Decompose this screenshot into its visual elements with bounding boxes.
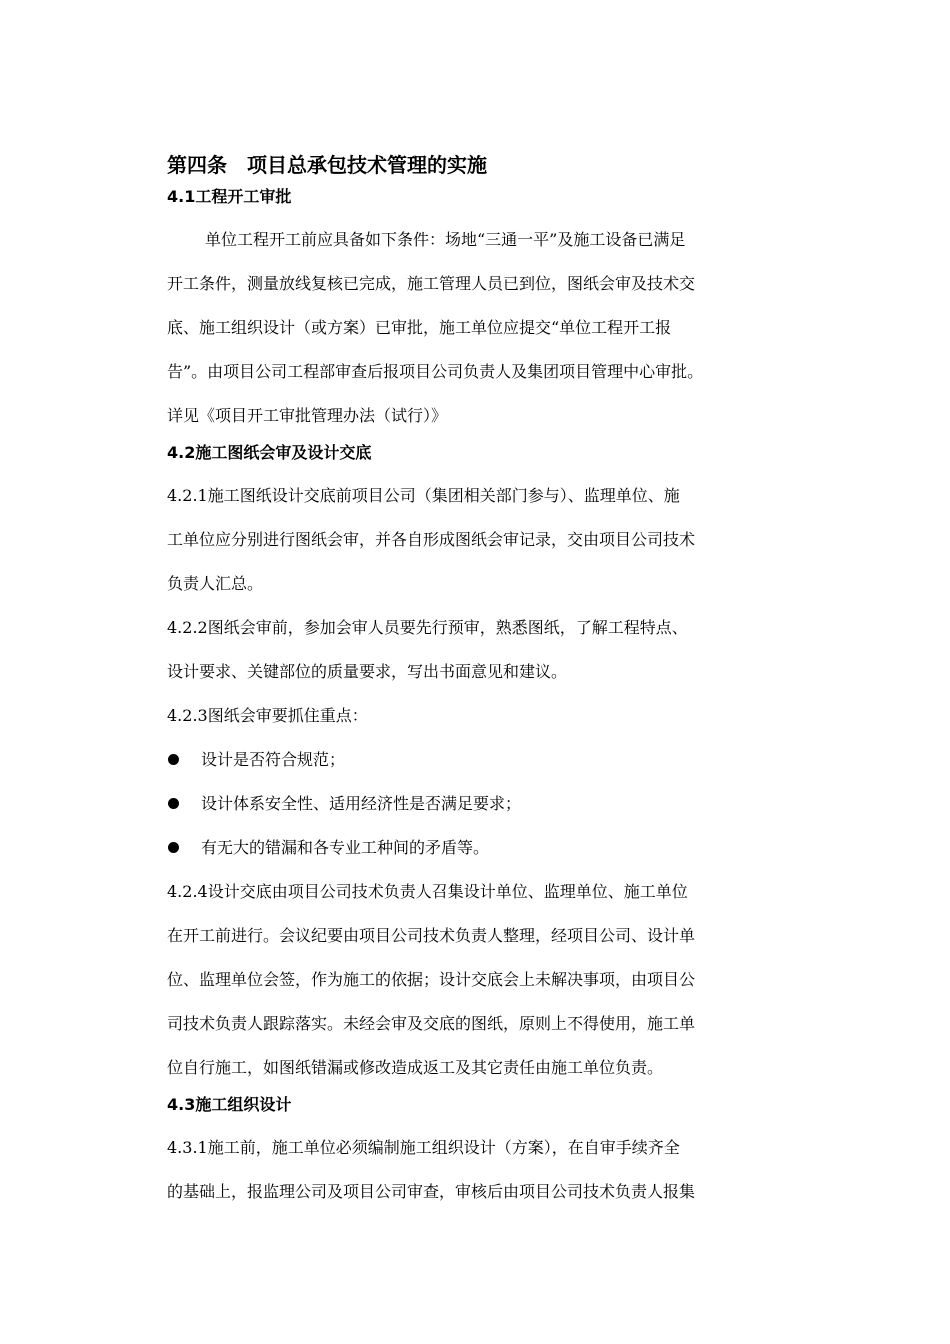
section-heading-4-3: 4.3施工组织设计 (167, 1095, 292, 1114)
list-item-text: 有无大的错漏和各专业工种间的矛盾等。 (201, 838, 490, 857)
paragraph-line: 设计要求、关键部位的质量要求，写出书面意见和建议。 (167, 662, 568, 681)
paragraph-line: 4.2.2图纸会审前，参加会审人员要先行预审，熟悉图纸，了解工程特点、 (167, 618, 688, 637)
section-heading-4-1: 4.1工程开工审批 (167, 187, 292, 206)
list-item-text: 设计是否符合规范； (201, 750, 346, 769)
paragraph-line: 在开工前进行。会议纪要由项目公司技术负责人整理，经项目公司、设计单 (167, 926, 696, 945)
paragraph-line: 4.2.1施工图纸设计交底前项目公司（集团相关部门参与）、监理单位、施 (167, 486, 680, 505)
paragraph-4-3-1 (167, 1126, 812, 1214)
document-page (167, 148, 812, 1214)
chapter-title: 第四条 项目总承包技术管理的实施 (167, 153, 487, 177)
bullet-icon (168, 798, 179, 809)
paragraph-line: 单位工程开工前应具备如下条件：场地“三通一平”及施工设备已满足 (205, 230, 686, 249)
paragraph-line: 告”。由项目公司工程部审查后报项目公司负责人及集团项目管理中心审批。 (167, 362, 704, 381)
paragraph-line: 详见《项目开工审批管理办法（试行）》 (167, 406, 448, 425)
paragraph-line: 位、监理单位会签，作为施工的依据；设计交底会上未解决事项，由项目公 (167, 970, 696, 989)
list-item (167, 782, 812, 826)
paragraph-line: 工单位应分别进行图纸会审，并各自形成图纸会审记录，交由项目公司技术 (167, 530, 696, 549)
list-item (167, 826, 812, 870)
paragraph-line: 位自行施工，如图纸错漏或修改造成返工及其它责任由施工单位负责。 (167, 1058, 664, 1077)
list-item-text: 设计体系安全性、适用经济性是否满足要求； (201, 794, 522, 813)
paragraph-4-2-4 (167, 870, 812, 1090)
paragraph-4-2-2 (167, 606, 812, 694)
paragraph-4-2-1 (167, 474, 812, 606)
paragraph-line: 开工条件，测量放线复核已完成，施工管理人员已到位，图纸会审及技术交 (167, 274, 696, 293)
paragraph-line: 的基础上，报监理公司及项目公司审查，审核后由项目公司技术负责人报集 (167, 1182, 696, 1201)
key-points-list (167, 738, 812, 870)
paragraph-line: 底、施工组织设计（或方案）已审批，施工单位应提交“单位工程开工报 (167, 318, 672, 337)
list-item (167, 738, 812, 782)
bullet-icon (168, 754, 179, 765)
paragraph-line: 4.3.1施工前，施工单位必须编制施工组织设计（方案），在自审手续齐全 (167, 1138, 680, 1157)
paragraph-4-1 (167, 218, 812, 438)
bullet-icon (168, 842, 179, 853)
paragraph-line: 负责人汇总。 (167, 574, 264, 593)
paragraph-4-2-3: 4.2.3图纸会审要抓住重点： (167, 706, 368, 725)
section-heading-4-2: 4.2施工图纸会审及设计交底 (167, 443, 372, 462)
paragraph-line: 司技术负责人跟踪落实。未经会审及交底的图纸，原则上不得使用，施工单 (167, 1014, 696, 1033)
paragraph-line: 4.2.4设计交底由项目公司技术负责人召集设计单位、监理单位、施工单位 (167, 882, 688, 901)
